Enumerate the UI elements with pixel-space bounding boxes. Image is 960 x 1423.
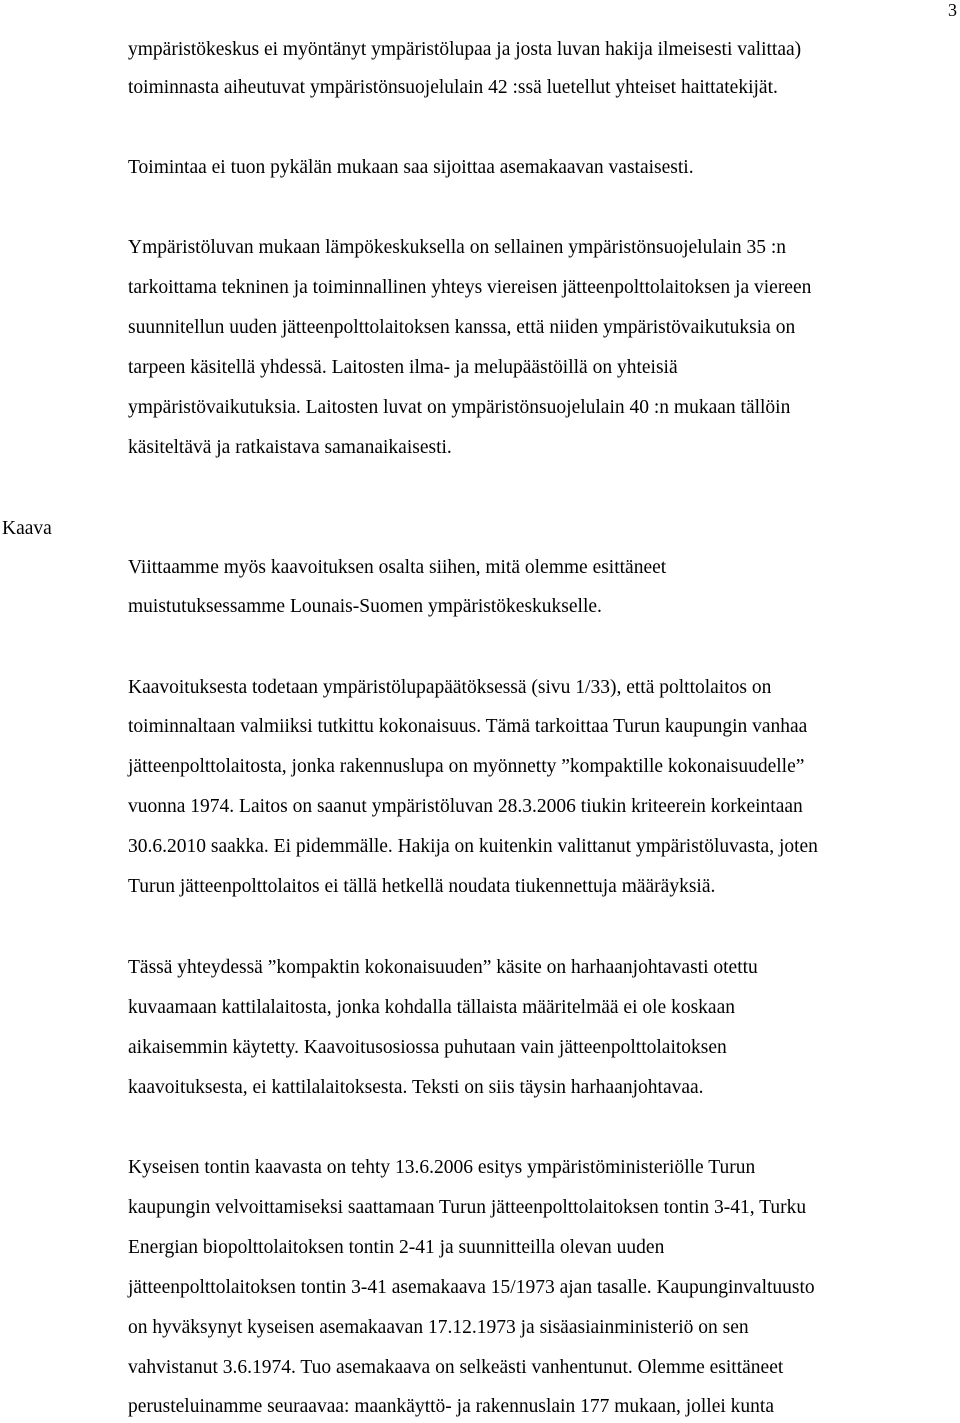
text-line: Toimintaa ei tuon pykälän mukaan saa sijoittaa asemakaavan vastaisesti. [128,157,694,178]
text-line: toiminnaltaan valmiiksi tutkittu kokonaisuus. Tämä tarkoittaa Turun kaupungin vanhaa [128,716,808,737]
text-line: perusteluinamme seuraavaa: maankäyttö- ja rakennuslain 177 mukaan, jollei kunta [128,1396,774,1417]
text-line: kuvaamaan kattilalaitosta, jonka kohdalla tällaista määritelmää ei ole koskaan [128,997,735,1018]
text-line: 30.6.2010 saakka. Ei pidemmälle. Hakija on kuitenkin valittanut ympäristöluvasta, joten [128,836,818,857]
text-line: aikaisemmin käytetty. Kaavoitusosiossa puhutaan vain jätteenpolttolaitoksen [128,1037,727,1058]
text-line: kaupungin velvoittamiseksi saattamaan Turun jätteenpolttolaitoksen tontin 3-41, Turku [128,1197,807,1218]
text-line: tarpeen käsitellä yhdessä. Laitosten ilma- ja melupäästöillä on yhteisiä [128,357,678,378]
text-line: jätteenpolttolaitoksen tontin 3-41 asemakaava 15/1973 ajan tasalle. Kaupunginvaltuusto [128,1277,815,1298]
page-number: 3 [948,0,957,20]
text-line: suunnitellun uuden jätteenpolttolaitoksen kanssa, että niiden ympäristövaikutuksia on [128,317,796,338]
text-line: Turun jätteenpolttolaitos ei tällä hetkellä noudata tiukennettuja määräyksiä. [128,876,716,897]
text-line: Kaavoituksesta todetaan ympäristölupapäätöksessä (sivu 1/33), että polttolaitos on [128,677,772,698]
text-line: Ympäristöluvan mukaan lämpökeskuksella on sellainen ympäristönsuojelulain 35 :n [128,237,787,258]
text-line: Kyseisen tontin kaavasta on tehty 13.6.2006 esitys ympäristöministeriölle Turun [128,1157,756,1178]
text-line: Energian biopolttolaitoksen tontin 2-41 ja suunnitteilla olevan uuden [128,1237,665,1258]
text-line: ympäristövaikutuksia. Laitosten luvat on ympäristönsuojelulain 40 :n mukaan tällöin [128,397,791,418]
text-line: vuonna 1974. Laitos on saanut ympäristöluvan 28.3.2006 tiukin kriteerein korkeintaan [128,796,803,817]
text-line: muistutuksessamme Lounais-Suomen ympäristökeskukselle. [128,596,602,617]
text-line: käsiteltävä ja ratkaistava samanaikaisesti. [128,437,452,458]
text-line: on hyväksynyt kyseisen asemakaavan 17.12.1973 ja sisäasiainministeriö on sen [128,1317,749,1338]
text-line: Tässä yhteydessä ”kompaktin kokonaisuuden” käsite on harhaanjohtavasti otettu [128,957,758,978]
text-line: ympäristökeskus ei myöntänyt ympäristölupaa ja josta luvan hakija ilmeisesti valittaa) [128,39,802,60]
section-heading: Kaava [2,518,52,539]
text-line: tarkoittama tekninen ja toiminnallinen yhteys viereisen jätteenpolttolaitoksen ja viereen [128,277,812,298]
text-line: toiminnasta aiheutuvat ympäristönsuojelulain 42 :ssä luetellut yhteiset haittatekijät. [128,77,778,98]
text-line: vahvistanut 3.6.1974. Tuo asemakaava on selkeästi vanhentunut. Olemme esittäneet [128,1357,784,1378]
text-line: kaavoituksesta, ei kattilalaitoksesta. Teksti on siis täysin harhaanjohtavaa. [128,1077,704,1098]
text-line: jätteenpolttolaitosta, jonka rakennuslupa on myönnetty ”kompaktille kokonaisuudelle” [128,756,805,777]
text-line: Viittaamme myös kaavoituksen osalta siihen, mitä olemme esittäneet [128,557,667,578]
